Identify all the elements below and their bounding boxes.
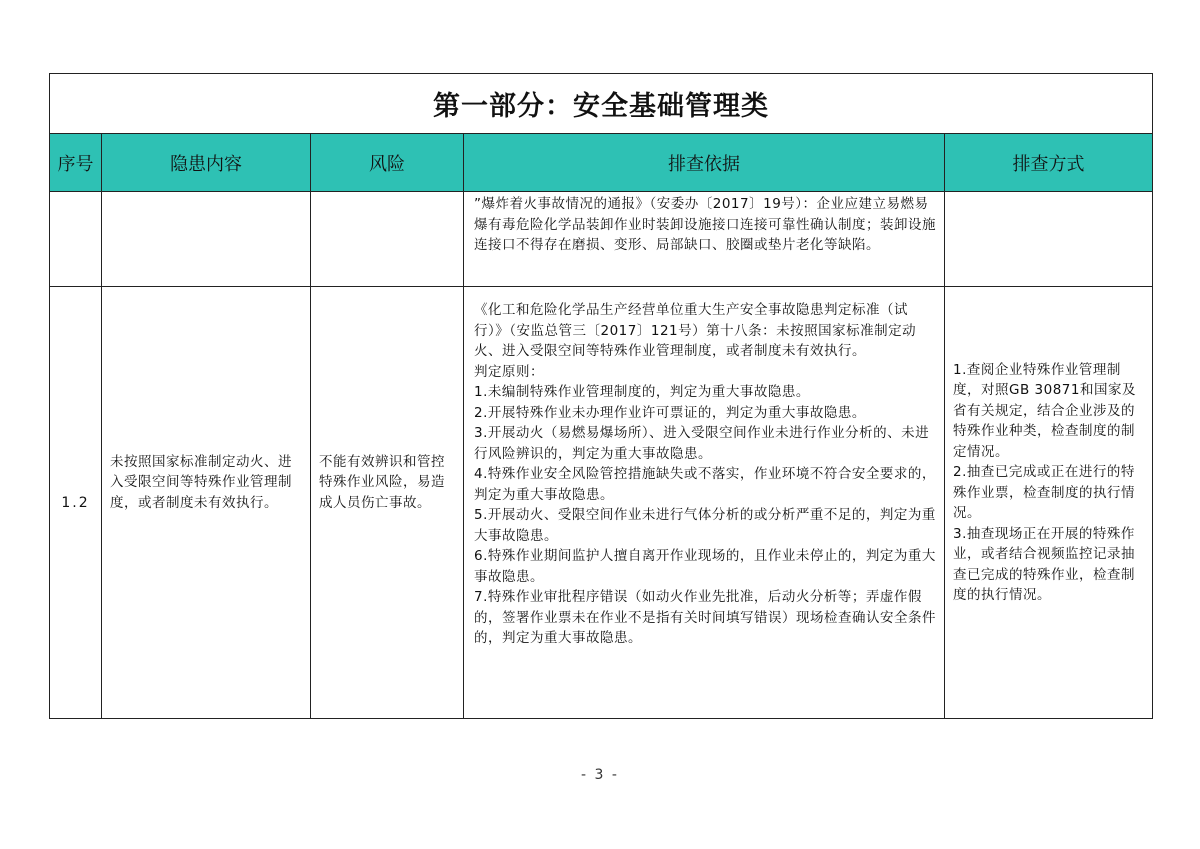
method-line: 2.抽查已完成或正在进行的特殊作业票，检查制度的执行情况。 (953, 464, 1135, 521)
table-title: 第一部分：安全基础管理类 (50, 74, 1153, 134)
basis-line: 7.特殊作业审批程序错误（如动火作业先批准，后动火分析等；弄虚作假的，签署作业票未在作业不是指有关时间填写错误）现场检查确认安全条件的，判定为重大事故隐患。 (474, 589, 936, 646)
header-basis: 排查依据 (464, 134, 945, 192)
header-seq: 序号 (50, 134, 102, 192)
cell-method-empty (945, 192, 1153, 287)
cell-basis-continued (464, 192, 945, 287)
method-line: 3.抽查现场正在开展的特殊作业，或者结合视频监控记录抽查已完成的特殊作业，检查制度的执行情况。 (953, 525, 1135, 603)
basis-list (474, 289, 936, 663)
method-list (953, 360, 1144, 606)
table-row-continued (50, 192, 1153, 287)
cell-method (945, 287, 1153, 719)
risk-text: 不能有效辨识和管控特殊作业风险，易造成人员伤亡事故。 (319, 453, 445, 511)
basis-line: 判定原则： (474, 363, 544, 380)
method-line: 1.查阅企业特殊作业管理制度，对照GB 30871和国家及省有关规定，结合企业涉及的特殊作业种类，检查制度的制定情况。 (953, 361, 1136, 460)
table-row (50, 287, 1153, 719)
header-method: 排查方式 (945, 134, 1153, 192)
cell-basis (464, 287, 945, 719)
cell-risk-empty (311, 192, 464, 287)
hazard-text: 未按照国家标准制定动火、进入受限空间等特殊作业管理制度，或者制度未有效执行。 (110, 453, 292, 511)
header-row (50, 134, 1153, 192)
basis-line: 3.开展动火（易燃易爆场所）、进入受限空间作业未进行作业分析的、未进行风险辨识的，判定为重大事故隐患。 (474, 425, 930, 462)
basis-line: 《化工和危险化学品生产经营单位重大生产安全事故隐患判定标准（试行）》（安监总管三〔2017〕121号）第十八条：未按照国家标准制定动火、进入受限空间等特殊作业管理制度，或者制度未有效执行。 (474, 302, 917, 359)
page-number: - 3 - (581, 767, 619, 783)
header-risk: 风险 (311, 134, 464, 192)
cell-seq: 1.2 (50, 287, 102, 719)
basis-line: 2.开展特殊作业未办理作业许可票证的，判定为重大事故隐患。 (474, 404, 866, 421)
cell-risk (311, 287, 464, 719)
basis-line: 6.特殊作业期间监护人擅自离开作业现场的，且作业未停止的，判定为重大事故隐患。 (474, 548, 936, 585)
basis-line: 1.未编制特殊作业管理制度的，判定为重大事故隐患。 (474, 384, 810, 400)
cell-seq-empty (50, 192, 102, 287)
basis-line: 5.开展动火、受限空间作业未进行气体分析的或分析严重不足的，判定为重大事故隐患。 (474, 507, 936, 544)
basis-continued-text: ”爆炸着火事故情况的通报》（安委办〔2017〕19号）：企业应建立易燃易爆有毒危险化学品装卸作业时装卸设施接口连接可靠性确认制度；装卸设施连接口不得存在磨损、变形、局部缺口、胶圈或垫片老化等缺陷。 (474, 196, 936, 253)
header-hazard: 隐患内容 (102, 134, 311, 192)
hazard-table (49, 73, 1153, 719)
basis-line: 4.特殊作业安全风险管控措施缺失或不落实，作业环境不符合安全要求的，判定为重大事故隐患。 (474, 466, 936, 503)
cell-hazard-empty (102, 192, 311, 287)
cell-hazard (102, 287, 311, 719)
